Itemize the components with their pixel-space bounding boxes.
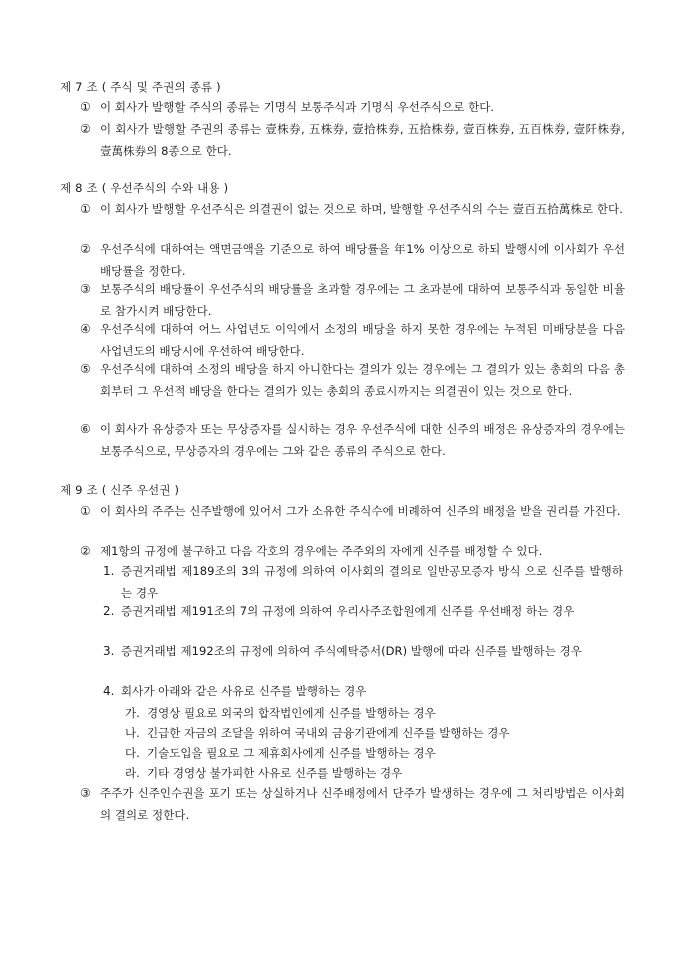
subsubitem-marker: 나. — [125, 726, 140, 740]
subsubitem-marker: 라. — [125, 766, 140, 780]
item-text: 우선주식에 대하여 소정의 배당을 하지 아니한다는 결의가 있는 경우에는 그 결의가 있는 총회의 다음 총회부터 그 우선적 배당을 한다는 결의가 있는 총회의 종료시까지는 의결권이 있는 것으로 한다. — [100, 362, 625, 398]
article-9-heading: 제 9 조 ( 신주 우선권 ) — [60, 483, 180, 497]
article-9-item-3 — [80, 782, 625, 826]
subitem-text: 증권거래법 제191조의 7의 규정에 의하여 우리사주조합원에게 신주를 우선배정 하는 경우 — [121, 604, 575, 618]
subitem-text: 증권거래법 제192조의 규정에 의하여 주식예탁증서(DR) 발행에 따라 신주를 발행하는 경우 — [121, 644, 582, 658]
item-marker: ③ — [80, 786, 91, 800]
item-marker: ① — [80, 100, 91, 114]
article-8-item-6 — [80, 418, 625, 462]
article-8-item-5 — [80, 358, 625, 402]
article-9-subsubitem-da — [125, 742, 436, 764]
subitem-marker: 4. — [103, 684, 115, 698]
subitem-marker: 3. — [103, 644, 115, 658]
item-text: 이 회사의 주주는 신주발행에 있어서 그가 소유한 주식수에 비례하여 신주의 배정을 받을 권리를 가진다. — [100, 504, 621, 518]
article-8-item-3 — [80, 278, 625, 322]
item-marker: ③ — [80, 282, 91, 296]
subitem-marker: 1. — [103, 564, 115, 578]
item-text: 이 회사가 발행할 주식의 종류는 기명식 보통주식과 기명식 우선주식으로 한다. — [100, 100, 495, 114]
item-marker: ② — [80, 544, 91, 558]
article-7-item-2 — [80, 118, 625, 162]
article-8-item-1 — [80, 198, 625, 220]
article-9-subitem-4 — [103, 680, 623, 702]
item-marker: ② — [80, 242, 91, 256]
article-9-subsubitem-ga — [125, 702, 436, 724]
subitem-text: 증권거래법 제189조의 3의 규정에 의하여 이사회의 결의로 일반공모증자 방식 으로 신주를 발행하는 경우 — [121, 564, 623, 600]
item-text: 보통주식의 배당률이 우선주식의 배당률을 초과할 경우에는 그 초과분에 대하여 보통주식과 동일한 비율로 참가시켜 배당한다. — [100, 282, 625, 318]
article-9-subitem-2 — [103, 600, 623, 622]
item-text: 제1항의 규정에 불구하고 다음 각호의 경우에는 주주외의 자에게 신주를 배정할 수 있다. — [100, 544, 543, 558]
item-text: 이 회사가 발행할 주권의 종류는 壹株券, 五株券, 壹拾株券, 五拾株券, 壹百株券, 五百株券, 壹阡株券, 壹萬株券의 8종으로 한다. — [100, 122, 625, 158]
item-text: 이 회사가 발행할 우선주식은 의결권이 없는 것으로 하며, 발행할 우선주식의 수는 壹百五拾萬株로 한다. — [100, 202, 623, 216]
subsubitem-marker: 가. — [125, 706, 140, 720]
article-9-item-2 — [80, 540, 625, 562]
article-9-subsubitem-na — [125, 722, 510, 744]
subsubitem-text: 긴급한 자금의 조달을 위하여 국내외 금융기관에게 신주를 발행하는 경우 — [147, 726, 510, 740]
article-8-item-2 — [80, 238, 625, 282]
item-text: 우선주식에 대하여 어느 사업년도 이익에서 소정의 배당을 하지 못한 경우에는 누적된 미배당분을 다음 사업년도의 배당시에 우선하여 배당한다. — [100, 322, 625, 358]
article-7-item-1 — [80, 96, 625, 118]
article-9-subitem-1 — [103, 560, 623, 604]
item-marker: ① — [80, 202, 91, 216]
article-9-subsubitem-ra — [125, 762, 402, 784]
item-text: 주주가 신주인수권을 포기 또는 상실하거나 신주배정에서 단주가 발생하는 경우에 그 처리방법은 이사회의 결의로 정한다. — [100, 786, 625, 822]
article-9-subitem-3 — [103, 640, 623, 662]
subsubitem-marker: 다. — [125, 746, 140, 760]
subsubitem-text: 기타 경영상 불가피한 사유로 신주를 발행하는 경우 — [147, 766, 403, 780]
item-text: 이 회사가 유상증자 또는 무상증자를 실시하는 경우 우선주식에 대한 신주의 배정은 유상증자의 경우에는 보통주식으로, 무상증자의 경우에는 그와 같은 종류의 주식으로 한다. — [100, 422, 625, 458]
article-9-item-1 — [80, 500, 625, 522]
item-marker: ② — [80, 122, 91, 136]
item-marker: ⑥ — [80, 422, 91, 436]
article-7-heading: 제 7 조 ( 주식 및 주권의 종류 ) — [60, 80, 221, 94]
item-marker: ① — [80, 504, 91, 518]
article-8-item-4 — [80, 318, 625, 362]
item-text: 우선주식에 대하여는 액면금액을 기준으로 하여 배당률을 年1% 이상으로 하되 발행시에 이사회가 우선배당률을 정한다. — [100, 242, 625, 278]
article-8-heading: 제 8 조 ( 우선주식의 수와 내용 ) — [60, 181, 229, 195]
item-marker: ④ — [80, 322, 91, 336]
subitem-text: 회사가 아래와 같은 사유로 신주를 발행하는 경우 — [121, 684, 367, 698]
subsubitem-text: 기술도입을 필요로 그 제휴회사에게 신주를 발행하는 경우 — [147, 746, 436, 760]
subitem-marker: 2. — [103, 604, 115, 618]
subsubitem-text: 경영상 필요로 외국의 합작법인에게 신주를 발행하는 경우 — [147, 706, 436, 720]
item-marker: ⑤ — [80, 362, 91, 376]
